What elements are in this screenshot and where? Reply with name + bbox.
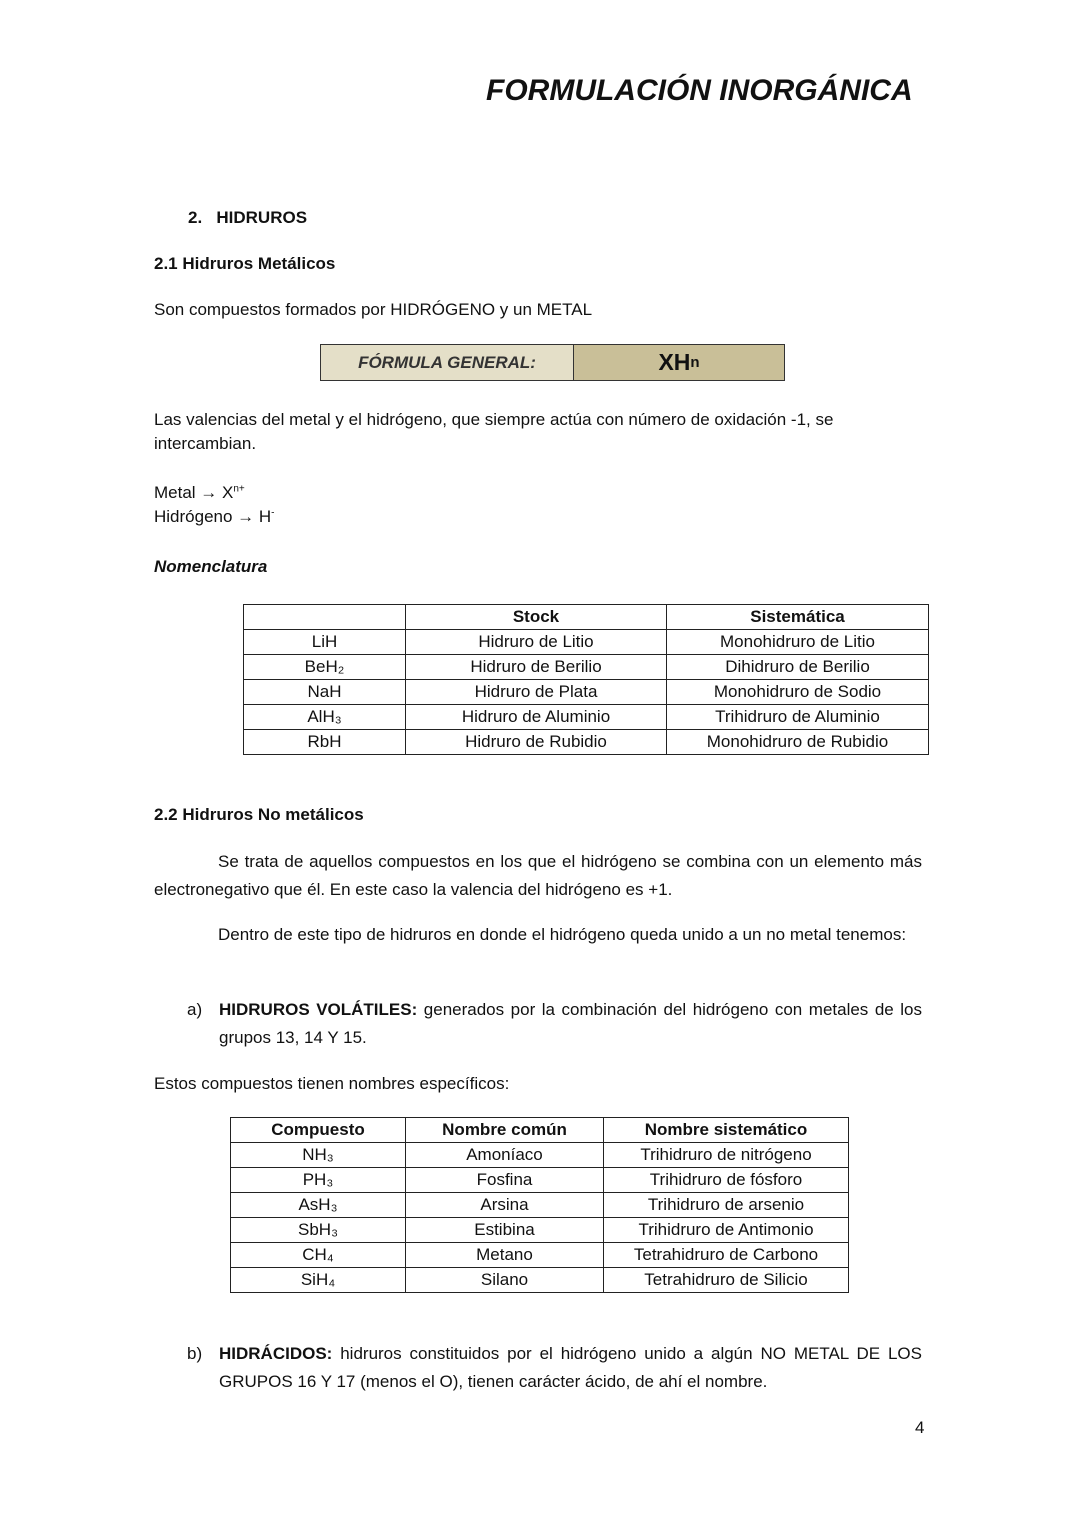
cell: Monohidruro de Litio bbox=[667, 630, 929, 655]
paragraph-1: Se trata de aquellos compuestos en los que el hidrógeno se combina con un elemento más electronegativo que él. En este caso la valencia del hidrógeno es +1. bbox=[154, 852, 922, 899]
cell: RbH bbox=[244, 730, 406, 755]
table-header-row bbox=[231, 1118, 849, 1143]
paragraph-2: Dentro de este tipo de hidruros en donde el hidrógeno queda unido a un no metal tenemos: bbox=[218, 925, 907, 944]
table-row bbox=[244, 680, 929, 705]
cell: AlH₃ bbox=[244, 705, 406, 730]
cell: Trihidruro de Antimonio bbox=[604, 1218, 849, 1243]
header-cell: Sistemática bbox=[667, 605, 929, 630]
metal-text: Metal → X bbox=[154, 483, 234, 502]
header-cell: Compuesto bbox=[231, 1118, 406, 1143]
metal-charge: n+ bbox=[233, 483, 245, 495]
metal-line bbox=[154, 483, 245, 503]
list-item-b-term: HIDRÁCIDOS: bbox=[219, 1344, 333, 1363]
cell: Amoníaco bbox=[406, 1143, 604, 1168]
list-item-a-term: HIDRUROS VOLÁTILES: bbox=[219, 1000, 418, 1019]
cell: Trihidruro de arsenio bbox=[604, 1193, 849, 1218]
header-cell: Nombre sistemático bbox=[604, 1118, 849, 1143]
cell: Monohidruro de Sodio bbox=[667, 680, 929, 705]
cell: Hidruro de Plata bbox=[406, 680, 667, 705]
cell: PH₃ bbox=[231, 1168, 406, 1193]
cell: Tetrahidruro de Silicio bbox=[604, 1268, 849, 1293]
formula-label: FÓRMULA GENERAL: bbox=[321, 345, 574, 380]
list-item-b-text: hidruros constituidos por el hidrógeno unido a algún NO METAL DE LOS GRUPOS 16 Y 17 (menos el O), tienen carácter ácido, de ahí el nombre. bbox=[219, 1344, 922, 1391]
list-item-a bbox=[219, 996, 922, 1052]
cell: Trihidruro de nitrógeno bbox=[604, 1143, 849, 1168]
subsection-heading-2-2: 2.2 Hidruros No metálicos bbox=[154, 805, 364, 824]
cell: Hidruro de Aluminio bbox=[406, 705, 667, 730]
cell: CH₄ bbox=[231, 1243, 406, 1268]
cell: Estibina bbox=[406, 1218, 604, 1243]
volatile-hydrides-table bbox=[230, 1117, 849, 1293]
cell: SiH₄ bbox=[231, 1268, 406, 1293]
section-title: HIDRUROS bbox=[216, 208, 308, 227]
cell: Dihidruro de Berilio bbox=[667, 655, 929, 680]
table-row bbox=[244, 730, 929, 755]
cell: Trihidruro de Aluminio bbox=[667, 705, 929, 730]
hidrogeno-text: Hidrógeno → H bbox=[154, 507, 272, 526]
page-number: 4 bbox=[915, 1418, 925, 1437]
formula-main: XH bbox=[658, 349, 691, 375]
cell: Monohidruro de Rubidio bbox=[667, 730, 929, 755]
table-row bbox=[244, 630, 929, 655]
cell: Trihidruro de fósforo bbox=[604, 1168, 849, 1193]
cell: Fosfina bbox=[406, 1168, 604, 1193]
cell: Silano bbox=[406, 1268, 604, 1293]
formula-value bbox=[574, 345, 784, 380]
header-cell bbox=[244, 605, 406, 630]
list-marker-a: a) bbox=[187, 1000, 203, 1019]
table-row bbox=[231, 1268, 849, 1293]
names-intro: Estos compuestos tienen nombres específicos: bbox=[154, 1074, 510, 1093]
header-cell: Stock bbox=[406, 605, 667, 630]
cell: Hidruro de Rubidio bbox=[406, 730, 667, 755]
intro-text: Son compuestos formados por HIDRÓGENO y un METAL bbox=[154, 300, 593, 319]
metal-hydrides-table bbox=[243, 604, 929, 755]
table-header-row bbox=[244, 605, 929, 630]
list-item-a-text: generados por la combinación del hidrógeno con metales de los grupos 13, 14 Y 15. bbox=[219, 1000, 923, 1047]
cell: AsH₃ bbox=[231, 1193, 406, 1218]
table-row bbox=[244, 655, 929, 680]
table-row bbox=[231, 1193, 849, 1218]
cell: BeH₂ bbox=[244, 655, 406, 680]
list-marker-b: b) bbox=[187, 1344, 203, 1363]
table-row bbox=[231, 1218, 849, 1243]
cell: Metano bbox=[406, 1243, 604, 1268]
valencias-text: Las valencias del metal y el hidrógeno, que siempre actúa con número de oxidación -1, se intercambian. bbox=[154, 410, 834, 453]
cell: Tetrahidruro de Carbono bbox=[604, 1243, 849, 1268]
header-cell: Nombre común bbox=[406, 1118, 604, 1143]
nomenclatura-heading: Nomenclatura bbox=[154, 557, 268, 576]
section-number: 2. bbox=[188, 208, 203, 227]
cell: LiH bbox=[244, 630, 406, 655]
section-heading bbox=[188, 208, 307, 228]
cell: NaH bbox=[244, 680, 406, 705]
cell: SbH₃ bbox=[231, 1218, 406, 1243]
cell: NH₃ bbox=[231, 1143, 406, 1168]
cell: Hidruro de Litio bbox=[406, 630, 667, 655]
formula-subscript: n bbox=[690, 354, 700, 371]
hidrogeno-charge: - bbox=[271, 507, 275, 519]
formula-box bbox=[320, 344, 785, 381]
table-row bbox=[231, 1243, 849, 1268]
cell: Hidruro de Berilio bbox=[406, 655, 667, 680]
subsection-heading-2-1: 2.1 Hidruros Metálicos bbox=[154, 254, 336, 273]
page-title: FORMULACIÓN INORGÁNICA bbox=[486, 74, 913, 107]
hidrogeno-line bbox=[154, 507, 275, 527]
cell: Arsina bbox=[406, 1193, 604, 1218]
list-item-b bbox=[219, 1340, 922, 1396]
table-row bbox=[244, 705, 929, 730]
table-row bbox=[231, 1143, 849, 1168]
table-row bbox=[231, 1168, 849, 1193]
